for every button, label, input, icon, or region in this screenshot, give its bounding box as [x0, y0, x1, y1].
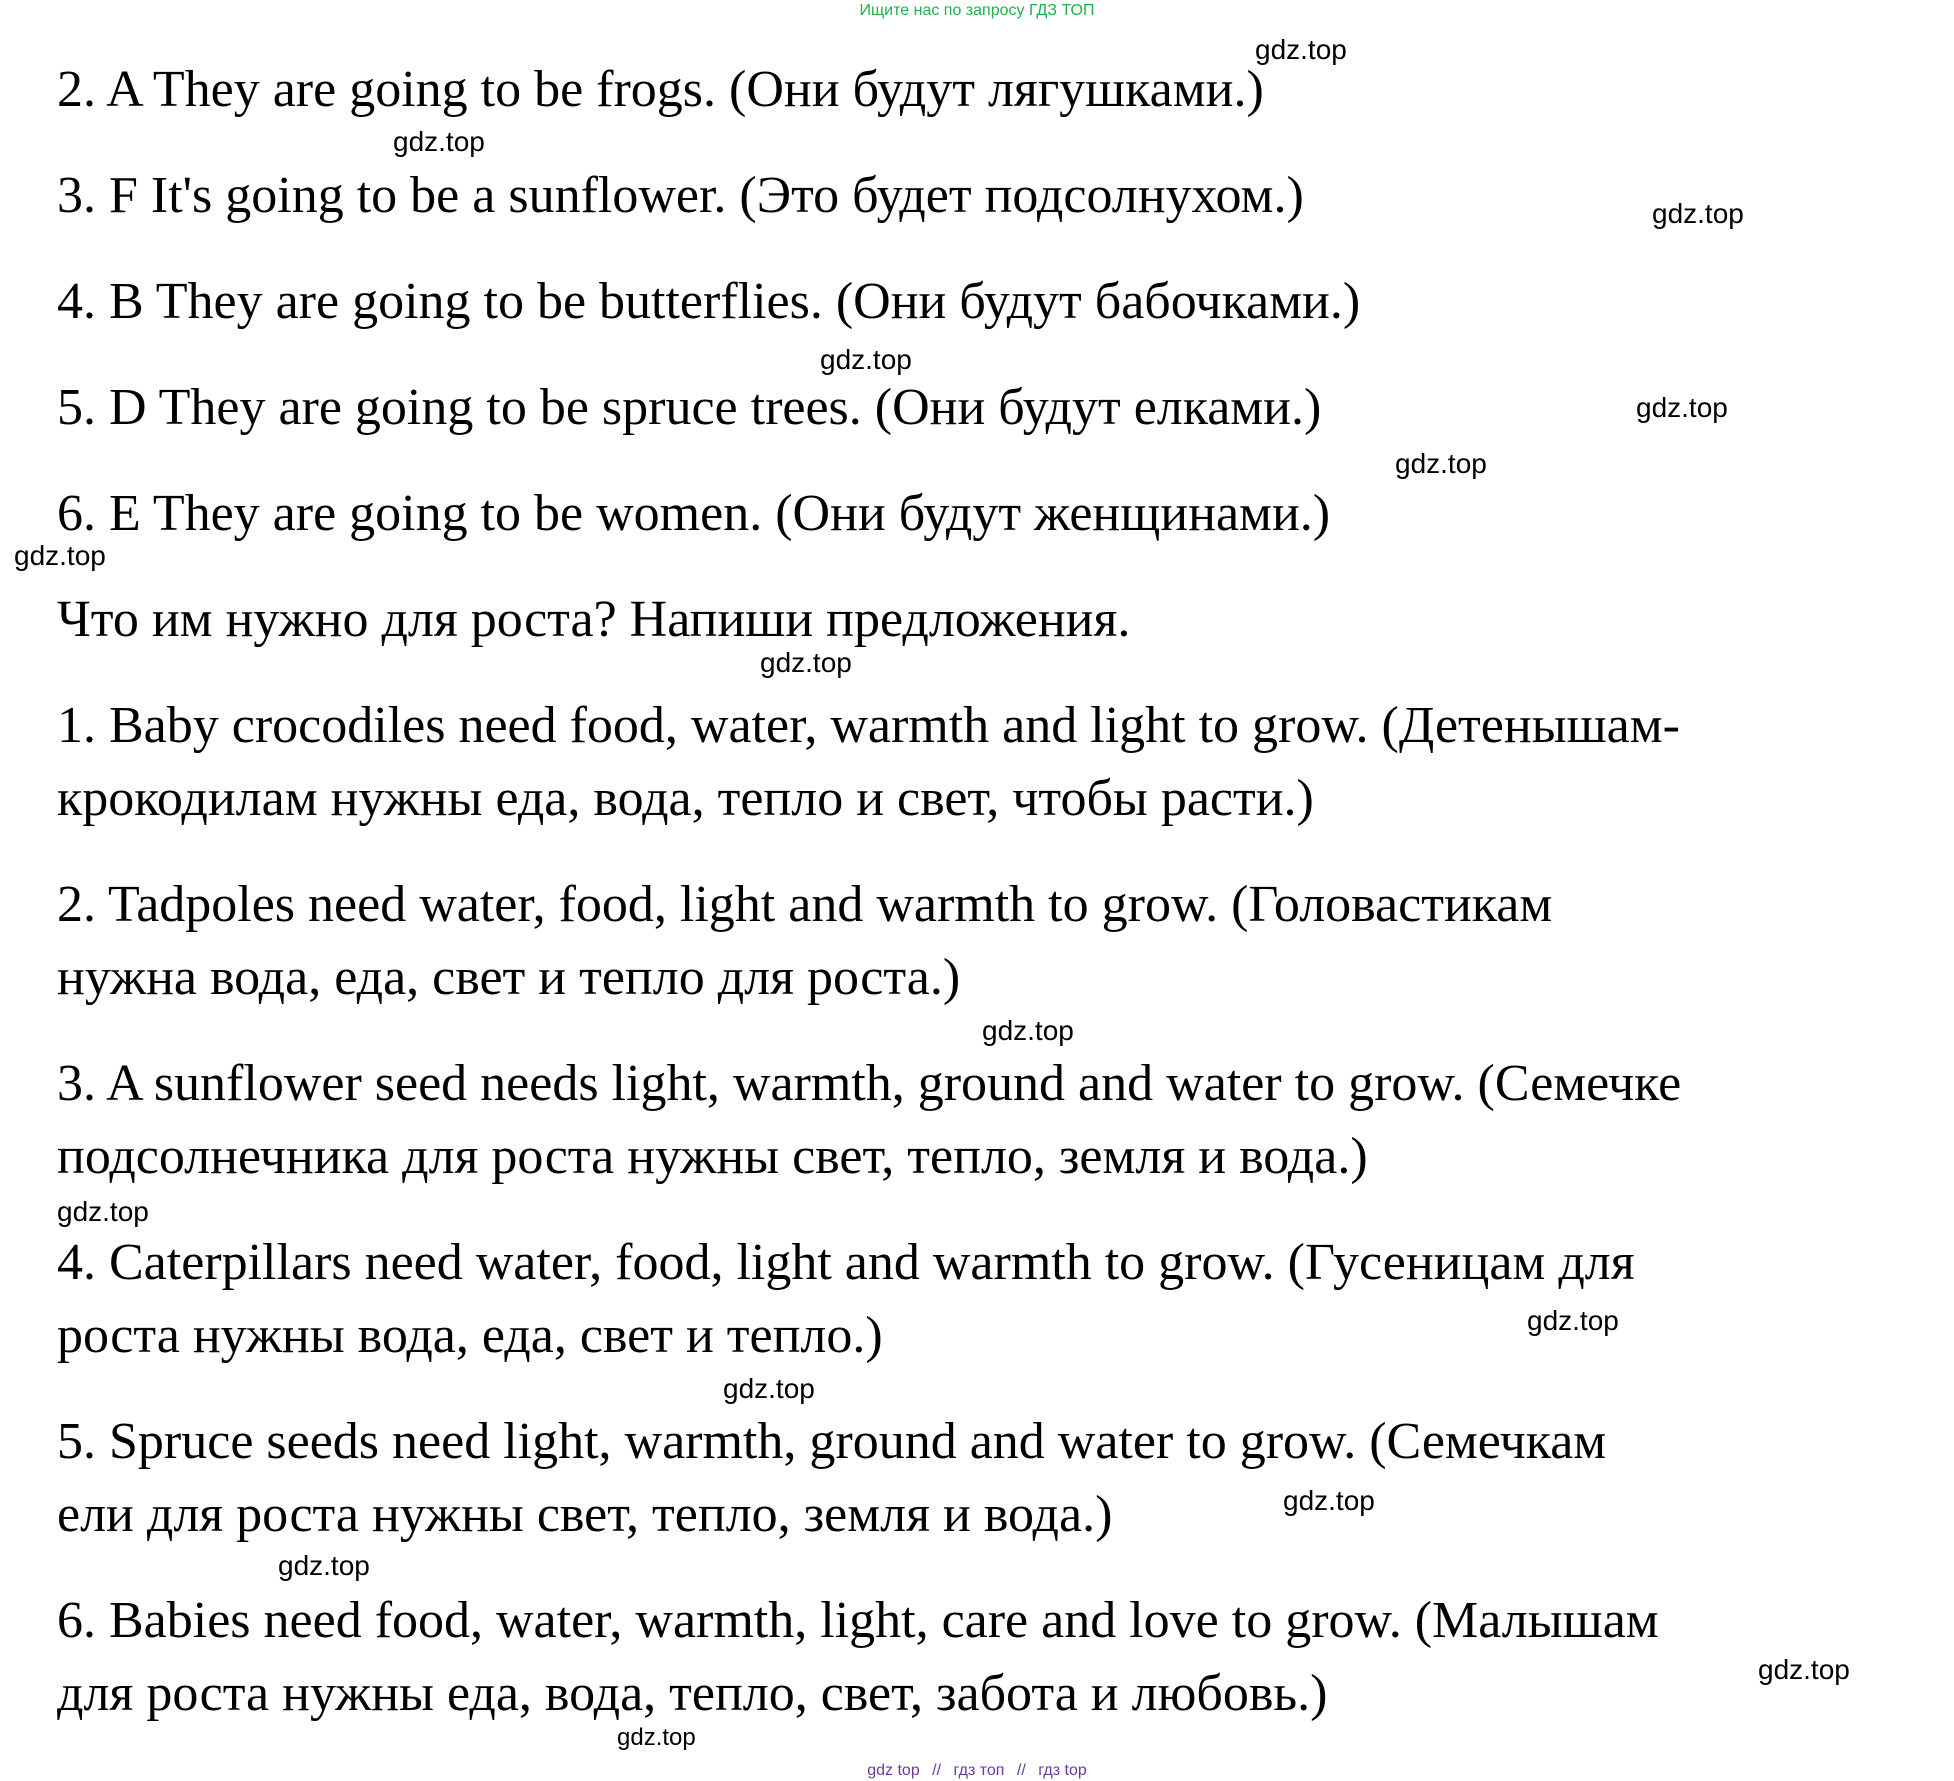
- answer-line: 4. B They are going to be butterflies. (Они будут бабочками.): [57, 273, 1361, 330]
- answer-line-continuation: роста нужны вода, еда, свет и тепло.): [57, 1307, 883, 1364]
- footer-links: [0, 1762, 1954, 1780]
- footer-link[interactable]: гдз top: [1038, 1762, 1087, 1779]
- watermark: gdz.top: [1283, 1485, 1375, 1516]
- watermark: gdz.top: [1652, 198, 1744, 229]
- watermark: gdz.top: [57, 1196, 149, 1227]
- answer-line-continuation: нужна вода, еда, свет и тепло для роста.): [57, 949, 961, 1006]
- footer-link[interactable]: gdz top: [867, 1762, 920, 1779]
- watermark: gdz.top: [14, 540, 106, 571]
- answer-line: 2. A They are going to be frogs. (Они будут лягушками.): [57, 61, 1264, 118]
- answer-line: 6. E They are going to be women. (Они будут женщинами.): [57, 485, 1331, 542]
- answer-line-continuation: ели для роста нужны свет, тепло, земля и вода.): [57, 1486, 1113, 1543]
- watermark: gdz.top: [723, 1373, 815, 1404]
- watermark: gdz.top: [1758, 1654, 1850, 1685]
- answer-line-continuation: крокодилам нужны еда, вода, тепло и свет, чтобы расти.): [57, 770, 1314, 827]
- answer-line-continuation: для роста нужны еда, вода, тепло, свет, забота и любовь.): [57, 1665, 1328, 1722]
- watermark: gdz.top: [1527, 1305, 1619, 1336]
- answer-line: 6. Babies need food, water, warmth, light, care and love to grow. (Малышам: [57, 1592, 1659, 1649]
- top-banner: Ищите нас по запросу ГДЗ ТОП: [859, 2, 1095, 19]
- footer-link[interactable]: гдз топ: [953, 1762, 1005, 1779]
- answer-line: 3. F It's going to be a sunflower. (Это будет подсолнухом.): [57, 167, 1304, 224]
- watermark: gdz.top: [760, 647, 852, 678]
- answer-line: 5. Spruce seeds need light, warmth, ground and water to grow. (Семечкам: [57, 1413, 1607, 1470]
- watermark: gdz.top: [617, 1724, 696, 1751]
- watermark: gdz.top: [982, 1015, 1074, 1046]
- footer-separator: //: [1016, 1762, 1026, 1779]
- task-heading: Что им нужно для роста? Напиши предложения.: [57, 591, 1131, 648]
- watermark: gdz.top: [1255, 34, 1347, 65]
- footer-separator: //: [932, 1762, 942, 1779]
- watermark: gdz.top: [278, 1550, 370, 1581]
- answer-line-continuation: подсолнечника для роста нужны свет, тепло, земля и вода.): [57, 1128, 1368, 1185]
- watermark: gdz.top: [1395, 448, 1487, 479]
- answer-line: 5. D They are going to be spruce trees. (Они будут елками.): [57, 379, 1322, 436]
- answer-line: 4. Caterpillars need water, food, light and warmth to grow. (Гусеницам для: [57, 1234, 1635, 1291]
- answer-line: 1. Baby crocodiles need food, water, warmth and light to grow. (Детенышам-: [57, 697, 1680, 754]
- answer-line: 3. A sunflower seed needs light, warmth, ground and water to grow. (Семечке: [57, 1055, 1682, 1112]
- answer-line: 2. Tadpoles need water, food, light and warmth to grow. (Головастикам: [57, 876, 1553, 933]
- watermark: gdz.top: [393, 126, 485, 157]
- watermark: gdz.top: [820, 344, 912, 375]
- watermark: gdz.top: [1636, 392, 1728, 423]
